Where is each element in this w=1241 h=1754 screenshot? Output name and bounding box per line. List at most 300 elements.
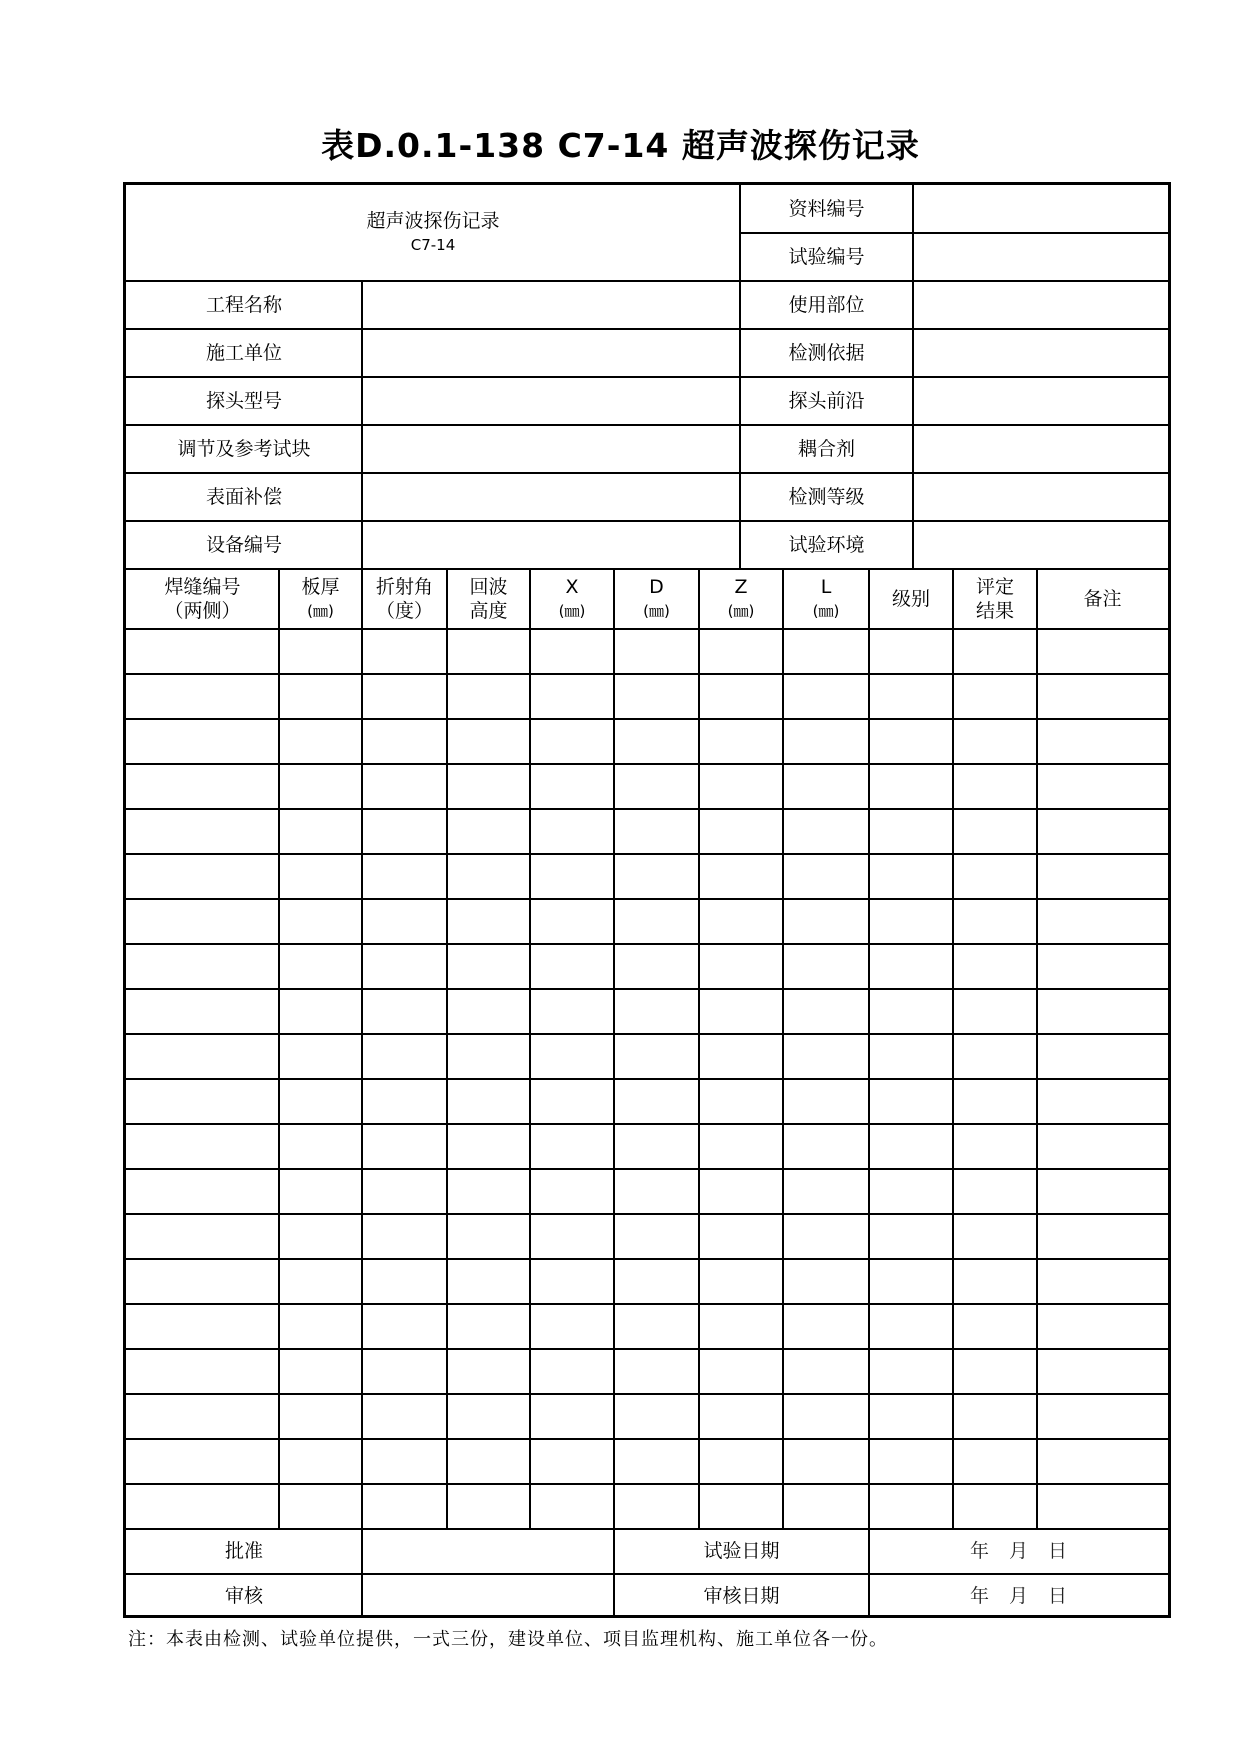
data-cell[interactable] [953, 1394, 1037, 1439]
data-cell[interactable] [614, 1349, 699, 1394]
info-label-right: 检测依据 [788, 342, 865, 364]
column-divider [1036, 569, 1038, 1529]
data-cell[interactable] [1037, 1304, 1168, 1349]
data-cell[interactable] [614, 1079, 699, 1124]
info-label-right: 试验环境 [788, 534, 865, 556]
column-header [279, 569, 362, 629]
data-cell[interactable] [699, 1259, 783, 1304]
data-cell[interactable] [953, 1124, 1037, 1169]
data-cell[interactable] [279, 1169, 362, 1214]
data-cell[interactable] [953, 854, 1037, 899]
data-cell[interactable] [953, 1439, 1037, 1484]
column-divider [361, 1529, 363, 1618]
data-cell[interactable] [953, 1034, 1037, 1079]
data-cell[interactable] [869, 1439, 953, 1484]
data-cell[interactable] [953, 989, 1037, 1034]
column-divider [698, 569, 700, 1529]
row-divider [126, 328, 1168, 330]
data-cell[interactable] [783, 1259, 869, 1304]
data-cell[interactable] [699, 1349, 783, 1394]
data-cell[interactable] [1037, 764, 1168, 809]
data-cell[interactable] [126, 1304, 279, 1349]
data-cell[interactable] [783, 1169, 869, 1214]
data-cell[interactable] [362, 809, 447, 854]
data-cell[interactable] [362, 944, 447, 989]
data-cell[interactable] [279, 854, 362, 899]
data-cell[interactable] [447, 1079, 530, 1124]
data-cell[interactable] [447, 1484, 530, 1529]
row-divider [126, 718, 1168, 720]
column-divider [361, 569, 363, 1529]
data-cell[interactable] [447, 854, 530, 899]
data-cell[interactable] [362, 1169, 447, 1214]
data-cell[interactable] [614, 1439, 699, 1484]
info-value-right-field[interactable] [913, 281, 1168, 329]
form-code: C7-14 [410, 236, 456, 254]
data-cell[interactable] [869, 674, 953, 719]
data-cell[interactable] [447, 944, 530, 989]
data-cell[interactable] [953, 1079, 1037, 1124]
data-cell[interactable] [783, 764, 869, 809]
info-label-left: 探头型号 [205, 390, 282, 412]
data-cell[interactable] [362, 1304, 447, 1349]
data-cell[interactable] [1037, 1349, 1168, 1394]
row-divider [126, 1348, 1168, 1350]
data-cell[interactable] [126, 899, 279, 944]
column-divider [446, 569, 448, 1529]
data-cell[interactable] [783, 1394, 869, 1439]
data-cell[interactable] [279, 629, 362, 674]
data-cell[interactable] [447, 764, 530, 809]
column-divider [613, 1529, 615, 1618]
document-number-field[interactable] [913, 185, 1168, 233]
data-cell[interactable] [279, 1349, 362, 1394]
data-cell[interactable] [1037, 1079, 1168, 1124]
data-cell[interactable] [279, 1034, 362, 1079]
data-cell[interactable] [614, 1169, 699, 1214]
data-cell[interactable] [783, 989, 869, 1034]
info-value-left-field[interactable] [362, 377, 740, 425]
info-value-left-field[interactable] [362, 473, 740, 521]
data-cell[interactable] [953, 944, 1037, 989]
data-cell[interactable] [279, 1214, 362, 1259]
data-cell[interactable] [279, 989, 362, 1034]
data-cell[interactable] [279, 764, 362, 809]
data-cell[interactable] [362, 719, 447, 764]
data-cell[interactable] [530, 719, 614, 764]
review-date-field[interactable] [869, 1574, 1168, 1619]
row-divider [126, 898, 1168, 900]
data-cell[interactable] [530, 1484, 614, 1529]
data-cell[interactable] [783, 1124, 869, 1169]
data-cell[interactable] [1037, 1259, 1168, 1304]
column-divider [868, 1529, 870, 1618]
row-divider [126, 472, 1168, 474]
data-cell[interactable] [1037, 989, 1168, 1034]
info-value-right-field[interactable] [913, 425, 1168, 473]
data-cell[interactable] [699, 809, 783, 854]
column-header-subtext: 高度 [469, 600, 508, 622]
row-divider [126, 1078, 1168, 1080]
data-cell[interactable] [1037, 899, 1168, 944]
data-cell[interactable] [614, 1259, 699, 1304]
approve-date-field[interactable] [869, 1529, 1168, 1574]
data-cell[interactable] [530, 1394, 614, 1439]
data-cell[interactable] [362, 674, 447, 719]
data-cell[interactable] [1037, 1394, 1168, 1439]
data-cell[interactable] [447, 809, 530, 854]
date-day: 日 [1048, 1540, 1068, 1563]
data-cell[interactable] [699, 1394, 783, 1439]
data-cell[interactable] [126, 1124, 279, 1169]
data-cell[interactable] [699, 899, 783, 944]
data-cell[interactable] [869, 1124, 953, 1169]
data-cell[interactable] [783, 1079, 869, 1124]
data-cell[interactable] [699, 989, 783, 1034]
data-cell[interactable] [869, 1079, 953, 1124]
info-value-left-field[interactable] [362, 425, 740, 473]
data-cell[interactable] [783, 1484, 869, 1529]
data-cell[interactable] [699, 1034, 783, 1079]
data-cell[interactable] [530, 944, 614, 989]
data-cell[interactable] [783, 629, 869, 674]
data-cell[interactable] [126, 854, 279, 899]
data-cell[interactable] [699, 1124, 783, 1169]
data-cell[interactable] [126, 1484, 279, 1529]
data-cell[interactable] [953, 809, 1037, 854]
data-cell[interactable] [953, 719, 1037, 764]
data-cell[interactable] [953, 1169, 1037, 1214]
data-cell[interactable] [362, 1259, 447, 1304]
data-cell[interactable] [1037, 1439, 1168, 1484]
data-cell[interactable] [530, 764, 614, 809]
row-divider [126, 988, 1168, 990]
data-cell[interactable] [614, 764, 699, 809]
data-cell[interactable] [783, 944, 869, 989]
data-cell[interactable] [279, 809, 362, 854]
data-cell[interactable] [1037, 1124, 1168, 1169]
data-cell[interactable] [530, 674, 614, 719]
data-cell[interactable] [126, 1259, 279, 1304]
data-cell[interactable] [279, 1124, 362, 1169]
data-cell[interactable] [279, 944, 362, 989]
column-header-text: 备注 [1083, 588, 1122, 610]
data-cell[interactable] [126, 629, 279, 674]
data-cell[interactable] [614, 989, 699, 1034]
row-divider [126, 1258, 1168, 1260]
row-divider [126, 520, 1168, 522]
data-cell[interactable] [1037, 719, 1168, 764]
data-cell[interactable] [1037, 1034, 1168, 1079]
data-cell[interactable] [614, 1484, 699, 1529]
data-cell[interactable] [126, 1439, 279, 1484]
form-header-title [126, 185, 740, 281]
column-header [126, 569, 279, 629]
review-signature-field[interactable] [362, 1574, 614, 1619]
data-cell[interactable] [614, 854, 699, 899]
data-cell[interactable] [783, 854, 869, 899]
data-cell[interactable] [869, 1214, 953, 1259]
data-cell[interactable] [614, 674, 699, 719]
data-cell[interactable] [783, 899, 869, 944]
data-cell[interactable] [953, 1304, 1037, 1349]
row-divider [126, 280, 1168, 282]
data-cell[interactable] [783, 1304, 869, 1349]
data-cell[interactable] [447, 1349, 530, 1394]
data-cell[interactable] [783, 674, 869, 719]
data-cell[interactable] [530, 1124, 614, 1169]
data-cell[interactable] [614, 629, 699, 674]
data-cell[interactable] [953, 1214, 1037, 1259]
data-cell[interactable] [279, 899, 362, 944]
data-cell[interactable] [362, 1349, 447, 1394]
data-cell[interactable] [699, 1169, 783, 1214]
data-cell[interactable] [614, 944, 699, 989]
data-cell[interactable] [447, 719, 530, 764]
data-cell[interactable] [279, 1439, 362, 1484]
review-date-label: 审核日期 [703, 1584, 780, 1607]
data-cell[interactable] [126, 989, 279, 1034]
data-cell[interactable] [869, 1484, 953, 1529]
data-cell[interactable] [362, 764, 447, 809]
data-cell[interactable] [447, 1169, 530, 1214]
data-cell[interactable] [869, 989, 953, 1034]
column-divider [361, 281, 363, 569]
column-divider [739, 185, 741, 569]
column-header-subtext: (㎜) [558, 602, 586, 620]
data-cell[interactable] [447, 1034, 530, 1079]
data-cell[interactable] [530, 629, 614, 674]
data-cell[interactable] [953, 1349, 1037, 1394]
column-header-text: Z [734, 576, 748, 598]
data-cell[interactable] [530, 854, 614, 899]
data-cell[interactable] [869, 764, 953, 809]
column-header [530, 569, 614, 629]
data-cell[interactable] [447, 899, 530, 944]
data-cell[interactable] [362, 629, 447, 674]
data-cell[interactable] [362, 1124, 447, 1169]
data-cell[interactable] [447, 989, 530, 1034]
data-cell[interactable] [869, 1259, 953, 1304]
info-value-right-field[interactable] [913, 377, 1168, 425]
date-month: 月 [1008, 1540, 1028, 1563]
data-cell[interactable] [126, 1079, 279, 1124]
data-cell[interactable] [362, 1394, 447, 1439]
data-cell[interactable] [1037, 674, 1168, 719]
data-cell[interactable] [869, 1034, 953, 1079]
data-cell[interactable] [783, 1214, 869, 1259]
data-cell[interactable] [699, 944, 783, 989]
data-cell[interactable] [362, 1214, 447, 1259]
data-cell[interactable] [869, 854, 953, 899]
data-cell[interactable] [126, 1394, 279, 1439]
data-cell[interactable] [126, 674, 279, 719]
data-cell[interactable] [783, 1349, 869, 1394]
data-cell[interactable] [699, 629, 783, 674]
ultrasonic-inspection-form [123, 182, 1171, 1618]
data-cell[interactable] [447, 1259, 530, 1304]
data-cell[interactable] [614, 809, 699, 854]
footnote: 注：本表由检测、试验单位提供，一式三份，建设单位、项目监理机构、施工单位各一份。 [128, 1629, 888, 1650]
data-cell[interactable] [362, 899, 447, 944]
data-cell[interactable] [1037, 944, 1168, 989]
data-cell[interactable] [530, 1349, 614, 1394]
data-cell[interactable] [447, 1394, 530, 1439]
row-divider [126, 1438, 1168, 1440]
data-cell[interactable] [953, 764, 1037, 809]
data-cell[interactable] [447, 1214, 530, 1259]
data-cell[interactable] [699, 1214, 783, 1259]
column-header [869, 569, 953, 629]
data-cell[interactable] [530, 1304, 614, 1349]
data-cell[interactable] [614, 1394, 699, 1439]
column-divider [613, 569, 615, 1529]
data-cell[interactable] [279, 1484, 362, 1529]
page-title: 表D.0.1-138 C7-14 超声波探伤记录 [321, 126, 920, 165]
data-cell[interactable] [614, 719, 699, 764]
data-cell[interactable] [126, 1169, 279, 1214]
data-cell[interactable] [447, 1439, 530, 1484]
data-cell[interactable] [783, 1439, 869, 1484]
data-cell[interactable] [869, 944, 953, 989]
data-cell[interactable] [530, 899, 614, 944]
data-cell[interactable] [447, 1124, 530, 1169]
row-divider [126, 763, 1168, 765]
form-name: 超声波探伤记录 [366, 210, 500, 232]
column-header-subtext: （两侧） [164, 600, 241, 622]
data-cell[interactable] [699, 674, 783, 719]
data-cell[interactable] [869, 1349, 953, 1394]
data-cell[interactable] [699, 764, 783, 809]
approve-label: 批准 [224, 1540, 263, 1563]
data-cell[interactable] [869, 1304, 953, 1349]
info-label-left: 调节及参考试块 [177, 438, 311, 460]
data-cell[interactable] [1037, 854, 1168, 899]
data-cell[interactable] [953, 899, 1037, 944]
data-cell[interactable] [530, 989, 614, 1034]
data-cell[interactable] [362, 854, 447, 899]
data-cell[interactable] [699, 1304, 783, 1349]
row-divider [126, 1168, 1168, 1170]
data-cell[interactable] [126, 1214, 279, 1259]
data-cell[interactable] [447, 1304, 530, 1349]
data-cell[interactable] [1037, 629, 1168, 674]
column-header-subtext: (㎜) [307, 602, 334, 620]
data-cell[interactable] [869, 719, 953, 764]
info-value-right-field[interactable] [913, 521, 1168, 569]
data-cell[interactable] [126, 719, 279, 764]
data-cell[interactable] [783, 809, 869, 854]
data-cell[interactable] [126, 944, 279, 989]
column-header-subtext: (㎜) [727, 602, 755, 620]
data-cell[interactable] [530, 1439, 614, 1484]
row-divider [126, 808, 1168, 810]
data-cell[interactable] [126, 764, 279, 809]
column-header-text: 焊缝编号 [164, 576, 241, 598]
data-cell[interactable] [447, 629, 530, 674]
info-value-right-field[interactable] [913, 473, 1168, 521]
data-cell[interactable] [279, 1394, 362, 1439]
approve-signature-field[interactable] [362, 1529, 614, 1574]
data-cell[interactable] [362, 1079, 447, 1124]
column-header [953, 569, 1037, 629]
column-header-text: D [649, 576, 664, 598]
info-value-left-field[interactable] [362, 521, 740, 569]
data-cell[interactable] [783, 719, 869, 764]
data-cell[interactable] [614, 899, 699, 944]
data-cell[interactable] [447, 674, 530, 719]
info-label-left: 设备编号 [205, 534, 282, 556]
info-value-left-field[interactable] [362, 281, 740, 329]
info-value-left-field[interactable] [362, 329, 740, 377]
info-value-right-field[interactable] [913, 329, 1168, 377]
data-cell[interactable] [362, 989, 447, 1034]
data-cell[interactable] [530, 1169, 614, 1214]
data-cell[interactable] [869, 1169, 953, 1214]
data-cell[interactable] [279, 1304, 362, 1349]
data-cell[interactable] [126, 1034, 279, 1079]
data-cell[interactable] [869, 899, 953, 944]
test-number-field[interactable] [913, 233, 1168, 281]
data-cell[interactable] [1037, 1214, 1168, 1259]
header-divider [740, 232, 1168, 234]
data-cell[interactable] [279, 1079, 362, 1124]
data-cell[interactable] [530, 1214, 614, 1259]
data-cell[interactable] [699, 719, 783, 764]
data-cell[interactable] [699, 1484, 783, 1529]
data-cell[interactable] [869, 1394, 953, 1439]
data-cell[interactable] [1037, 1169, 1168, 1214]
data-cell[interactable] [530, 1079, 614, 1124]
data-cell[interactable] [362, 1484, 447, 1529]
data-cell[interactable] [783, 1034, 869, 1079]
data-cell[interactable] [126, 809, 279, 854]
data-cell[interactable] [614, 1304, 699, 1349]
data-cell[interactable] [530, 809, 614, 854]
column-header-subtext: 结果 [975, 600, 1014, 622]
data-cell[interactable] [1037, 809, 1168, 854]
data-cell[interactable] [530, 1034, 614, 1079]
data-cell[interactable] [362, 1034, 447, 1079]
data-cell[interactable] [869, 629, 953, 674]
data-cell[interactable] [1037, 1484, 1168, 1529]
row-divider [126, 1393, 1168, 1395]
data-cell[interactable] [279, 719, 362, 764]
column-divider [782, 569, 784, 1529]
data-cell[interactable] [530, 1259, 614, 1304]
data-cell[interactable] [953, 1259, 1037, 1304]
data-cell[interactable] [614, 1034, 699, 1079]
column-header [447, 569, 530, 629]
data-cell[interactable] [279, 1259, 362, 1304]
data-cell[interactable] [869, 809, 953, 854]
data-cell[interactable] [953, 629, 1037, 674]
row-divider [126, 1033, 1168, 1035]
data-cell[interactable] [699, 1079, 783, 1124]
data-cell[interactable] [614, 1124, 699, 1169]
date-year: 年 [969, 1584, 989, 1607]
data-cell[interactable] [279, 674, 362, 719]
data-cell[interactable] [699, 854, 783, 899]
data-cell[interactable] [614, 1214, 699, 1259]
column-header [699, 569, 783, 629]
data-cell[interactable] [953, 1484, 1037, 1529]
date-day: 日 [1048, 1584, 1068, 1607]
data-cell[interactable] [126, 1349, 279, 1394]
data-cell[interactable] [362, 1439, 447, 1484]
data-cell[interactable] [699, 1439, 783, 1484]
data-cell[interactable] [953, 674, 1037, 719]
